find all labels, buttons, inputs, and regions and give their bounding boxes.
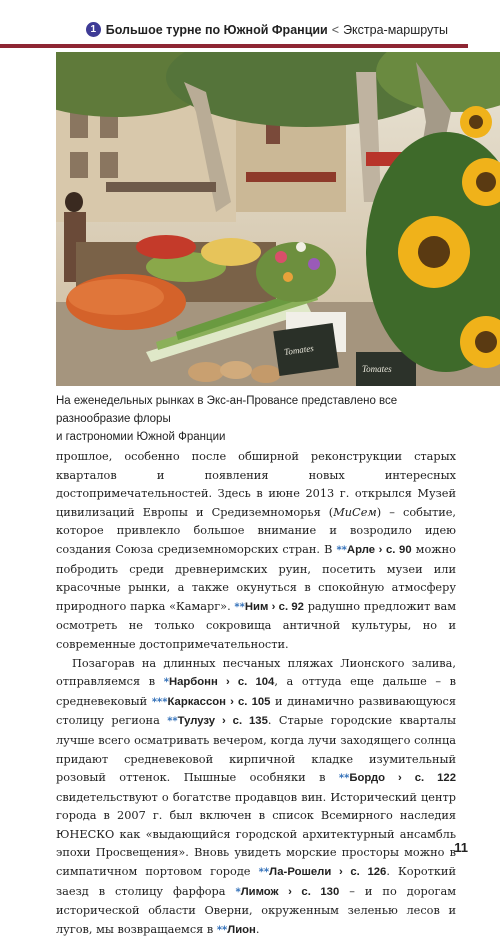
text-run: . <box>255 922 260 936</box>
section-title: Экстра-маршруты <box>343 22 448 37</box>
star-rating: * <box>235 886 241 898</box>
mucem-abbr: МиСем <box>333 505 377 519</box>
cross-reference-nimes[interactable]: Ним › с. 92 <box>244 600 304 613</box>
text-run: Позагорав на длинных песчаных пляжах Лионского залива, отправляемся в <box>56 656 456 689</box>
page-header <box>0 0 500 48</box>
running-head <box>86 22 448 37</box>
text-run: можно побродить среди древнеримских руин, посетить музеи или красочные рынки, а также окунуться в спокойную атмосферу природного парка «Камарг». <box>56 542 456 613</box>
chalkboard-sign-text-2: Tomates <box>362 364 392 374</box>
body-text <box>56 448 456 940</box>
market-photo <box>56 52 500 386</box>
star-rating: * <box>163 677 169 689</box>
star-rating: ** <box>336 544 347 556</box>
star-rating: ** <box>258 867 270 879</box>
cross-reference-lyon[interactable]: Лион <box>227 923 256 936</box>
chapter-title: Большое турне по Южной Франции <box>105 22 328 37</box>
text-run: ) – событие, которое привлекло большое внимание и возродило идею создания Союза средиземноморских стран. В <box>56 505 456 556</box>
cross-reference-limoges[interactable]: Лимож › с. 130 <box>240 885 340 898</box>
cross-reference-la-rochelle[interactable]: Ла-Рошели › с. 126 <box>269 866 387 879</box>
chapter-number-badge: 1 <box>86 22 101 37</box>
star-rating: *** <box>151 696 168 708</box>
text-run: прошлое, особенно после обширной реконструкции старых кварталов и появления новых интересных достопримечательностей. Здесь в июне 2013 г. открылся Музей цивилизаций Европы и Средиземноморья ( <box>56 450 456 519</box>
text-run: и динамично развивающуюся столицу региона <box>56 694 457 728</box>
chalkboard-sign-text: Tomates <box>283 342 315 358</box>
photo-caption <box>56 392 456 446</box>
text-run: . Старые городские кварталы лучше всего осматривать вечером, когда лучи заходящего солнца придают средневековой кирпичной кладке изумительный розовый оттенок. Пышные особняки в <box>56 714 456 785</box>
paragraph-1 <box>56 448 456 655</box>
caption-line-2: и гастрономии Южной Франции <box>56 431 226 443</box>
cross-reference-toulouse[interactable]: Тулузу › с. 135 <box>177 715 268 728</box>
cross-reference-arles[interactable]: Арле › с. 90 <box>346 543 412 556</box>
market-photo-illustration <box>56 52 500 386</box>
page-number: 11 <box>454 840 468 855</box>
cross-reference-narbonne[interactable]: Нарбонн › с. 104 <box>168 676 275 689</box>
text-run: радушно предложит вам осмотреть не только сокровища античной культуры, но и современные достопримечательности. <box>56 599 457 651</box>
cross-reference-bordeaux[interactable]: Бордо › с. 122 <box>349 772 456 785</box>
caption-line-1: На еженедельных рынках в Экс-ан-Провансе представлено все разнообразие флоры <box>56 395 398 425</box>
cross-reference-carcassonne[interactable]: Каркассон › с. 105 <box>167 695 271 708</box>
star-rating: ** <box>338 773 350 785</box>
text-run: – и по дорогам исторической области Оверни, окруженным зеленью лесов и лугов, мы возвращаемся в <box>56 884 456 936</box>
star-rating: ** <box>167 716 178 728</box>
text-run: . Короткий заезд в столицу фарфора <box>56 865 456 898</box>
star-rating: ** <box>216 924 228 936</box>
text-run: свидетельствуют о богатстве продавцов вин. Исторический центр города в 2007 г. был включен в список Всемирного наследия ЮНЕСКО как «выдающийся городской архитектурный ансамбль эпохи Просвещения». Вновь увидеть морские просторы можно в симпатичном портовом городе <box>56 790 456 879</box>
paragraph-2 <box>56 655 456 940</box>
star-rating: ** <box>234 601 245 613</box>
header-separator: < <box>331 22 340 37</box>
text-run: , а оттуда еще дальше – в средневековый <box>56 675 456 708</box>
header-rule <box>0 44 468 48</box>
